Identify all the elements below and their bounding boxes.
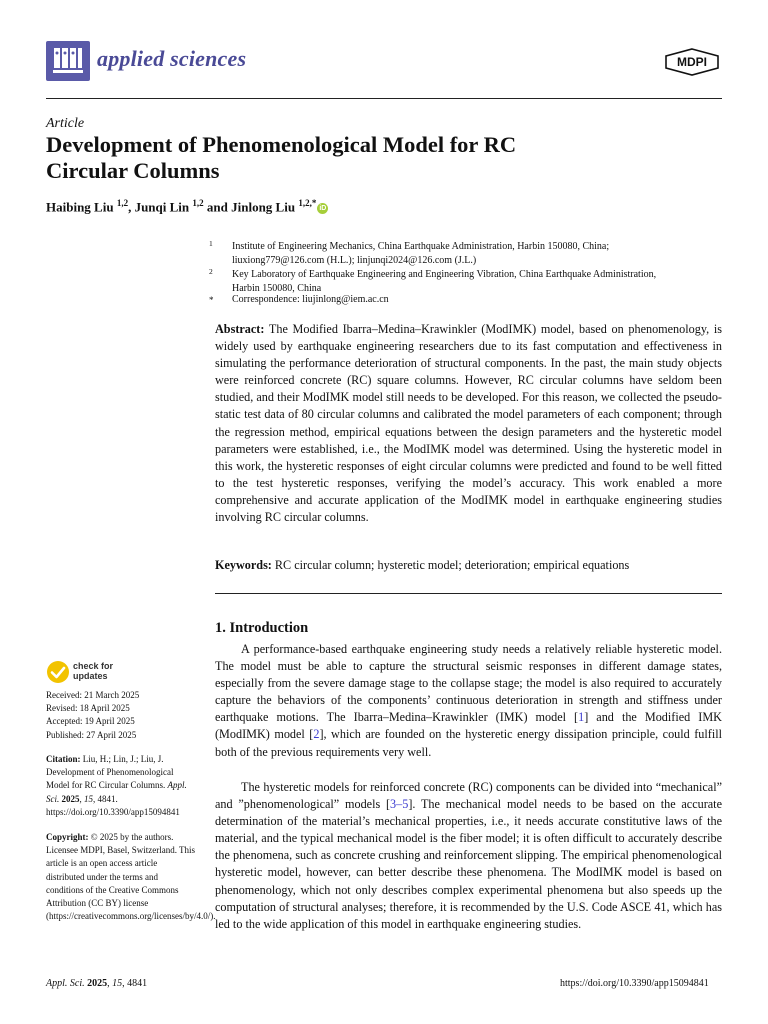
journal-name[interactable]: applied sciences: [97, 46, 247, 71]
article-title-line2: Circular Columns: [46, 158, 220, 183]
affiliation-mark: 2: [209, 267, 213, 276]
paragraph-text: [215, 641, 722, 761]
citation-text: Liu, H.; Lin, J.; Liu, J. Development of Phenomenological Model for RC Circular Columns.: [46, 754, 174, 791]
paragraph-fragment: ], which are founded on the hysteretic energy dissipation principle, could fulfill both of the previous requirements very well.: [215, 727, 723, 759]
paragraph-text: [215, 779, 722, 933]
keywords-label: Keywords:: [215, 558, 272, 572]
article-title-line1: Development of Phenomenological Model for RC: [46, 132, 517, 157]
mdpi-logo[interactable]: [664, 48, 720, 76]
citation-link[interactable]: 2: [313, 727, 320, 742]
affiliation-2: [209, 267, 724, 296]
article-title: [46, 132, 726, 184]
abstract-label: Abstract:: [215, 322, 265, 336]
mdpi-logo-text: MDPI: [677, 55, 707, 69]
orcid-icon[interactable]: iD: [319, 205, 327, 213]
intro-paragraph-2: [215, 779, 722, 933]
section-title: 1. Introduction: [215, 620, 309, 636]
footer-citation: Appl. Sci. 2025, 15, 4841: [46, 978, 148, 989]
check-updates-line2: updates: [73, 671, 108, 681]
check-for-updates-badge[interactable]: [46, 660, 126, 684]
footer-journal: Appl. Sci.: [46, 978, 85, 989]
header-divider: [46, 98, 722, 99]
author-affiliation: 1,2: [116, 198, 129, 208]
author-separator: ,: [128, 199, 135, 215]
paragraph-fragment: ] and the Modified IMK (ModIMK) model [: [215, 710, 722, 742]
affiliation-mark: 1: [209, 239, 213, 248]
affiliation-line: Harbin 150080, China: [232, 283, 322, 294]
affiliation-1: [209, 239, 724, 268]
journal-logo: [46, 41, 90, 81]
author-affiliation: 1,2,*: [298, 198, 317, 208]
footer-volume: 15: [112, 978, 123, 989]
accepted-date: Accepted: 19 April 2025: [46, 716, 135, 727]
check-updates-line1: check for: [73, 661, 114, 671]
footer-doi-link[interactable]: https://doi.org/10.3390/app15094841: [560, 978, 709, 989]
article-type: Article: [46, 116, 85, 131]
revised-date: Revised: 18 April 2025: [46, 703, 130, 714]
copyright-label: Copyright:: [46, 832, 89, 842]
keywords-text: RC circular column; hysteretic model; deterioration; empirical equations: [274, 558, 630, 572]
copyright-text: © 2025 by the authors. Licensee MDPI, Basel, Switzerland. This article is an open access article distributed under the terms and conditions of the Creative Commons Attribution (CC BY) license (https://creativecommons.org/licenses/by/4.0/).: [46, 832, 216, 922]
author-affiliation: 1,2: [192, 198, 204, 208]
abstract-text: The Modified Ibarra–Medina–Krawinkler (ModIMK) model, based on phenomenology, is widely used by earthquake engineering researchers due to its fast computation and effectiveness in simulating the performance deterioration of structural components. In the past, the main study objects were reinforced concrete (RC) square columns. However, RC circular columns have seldom been studied, and their ModIMK model still needs to be developed. For this reason, we collected the pseudo-static test data of 80 circular columns and calibrated the model parameters of each component; through the regression method, empirical equations between the design parameters and the hysteretic model parameters were established, i.e., the ModIMK model was determined. Using the hysteretic model in this work, the hysteretic responses of eight circular columns were predicted and found to be well fitted to the test hysteretic responses, verifying the model’s accuracy. This work enabled a more comprehensive and accurate application of the ModIMK model in earthquake engineering studies involving RC circular columns.: [215, 322, 722, 525]
author-name[interactable]: Haibing Liu: [46, 199, 114, 215]
author-name[interactable]: Junqi Lin: [134, 199, 190, 215]
footer-article-number: 4841: [127, 978, 148, 989]
copyright-block: [46, 831, 216, 923]
affiliation-line: liuxiong779@126.com (H.L.); linjunqi2024@126.com (J.L.): [232, 255, 477, 266]
publication-dates: [46, 689, 196, 742]
abstract: [215, 321, 722, 526]
affiliation-line: Institute of Engineering Mechanics, China Earthquake Administration, Harbin 150080, China;: [232, 241, 610, 252]
footer-year: 2025: [87, 978, 108, 989]
citation-block: Citation: Liu, H.; Lin, J.; Liu, J. Development of Phenomenological Model for RC Circular Columns. Appl. Sci. 2025, 15, 4841. https://doi.org/10.3390/app15094841: [46, 754, 187, 817]
citation-link[interactable]: 3–5: [390, 797, 409, 812]
author-separator: and: [203, 199, 232, 215]
correspondence: [209, 293, 724, 307]
citation-year: 2025: [61, 793, 80, 804]
paragraph-fragment: ]. The mechanical model needs to be based on the accurate determination of the material’s mechanical properties, i.e., it needs accurate constitutive laws of the material, and the typical mechanical model is the fiber model; it is often difficult to accurately describe the phenomena, such as concrete crushing and reinforcement slipping. The empirical phenomenological hysteretic model, however, can better describe these phenomena. The ModIMK model is based on phenomenology, which not only describes complex experimental phenomena but also speeds up the computation of structural analyses; therefore, it is recommended by the U.S. Code ASCE 41, which has led to the wide application of this model in earthquake engineering studies.: [215, 797, 722, 931]
author-list: [46, 198, 328, 215]
affiliation-line: Key Laboratory of Earthquake Engineering and Engineering Vibration, China Earthquake Administration,: [232, 269, 657, 280]
journal-logo-icon: [46, 41, 90, 81]
citation-journal: Appl. Sci.: [46, 780, 187, 804]
intro-paragraph-1: [215, 641, 722, 761]
received-date: Received: 21 March 2025: [46, 690, 140, 700]
citation-label: Citation:: [46, 754, 81, 764]
keywords: [215, 557, 722, 574]
correspondence-mark: *: [209, 295, 214, 305]
check-updates-icon: [46, 660, 70, 684]
citation-doi[interactable]: , 4841. https://doi.org/10.3390/app15094841: [46, 793, 180, 817]
citation-volume: 15: [84, 793, 93, 804]
author-name[interactable]: Jinlong Liu: [231, 199, 296, 215]
published-date: Published: 27 April 2025: [46, 729, 137, 740]
paragraph-fragment: A performance-based earthquake engineering study needs a relatively reliable hysteretic model. The model must be able to capture the structural seismic responses in different damage states, especially from the severe damage stage to the collapse stage; the model is also required to accurately capture the behaviors of the components’ continuous deterioration in strength and stiffness under earthquake motions. The Ibarra–Medina–Krawinkler (IMK) model [: [215, 642, 722, 725]
correspondence-line: Correspondence: liujinlong@iem.ac.cn: [232, 294, 389, 305]
keywords-divider: [215, 593, 722, 594]
paragraph-fragment: The hysteretic models for reinforced concrete (RC) components can be divided into “mechanical” and ”phenomenological” models [: [215, 780, 722, 812]
citation-link[interactable]: 1: [578, 710, 585, 725]
